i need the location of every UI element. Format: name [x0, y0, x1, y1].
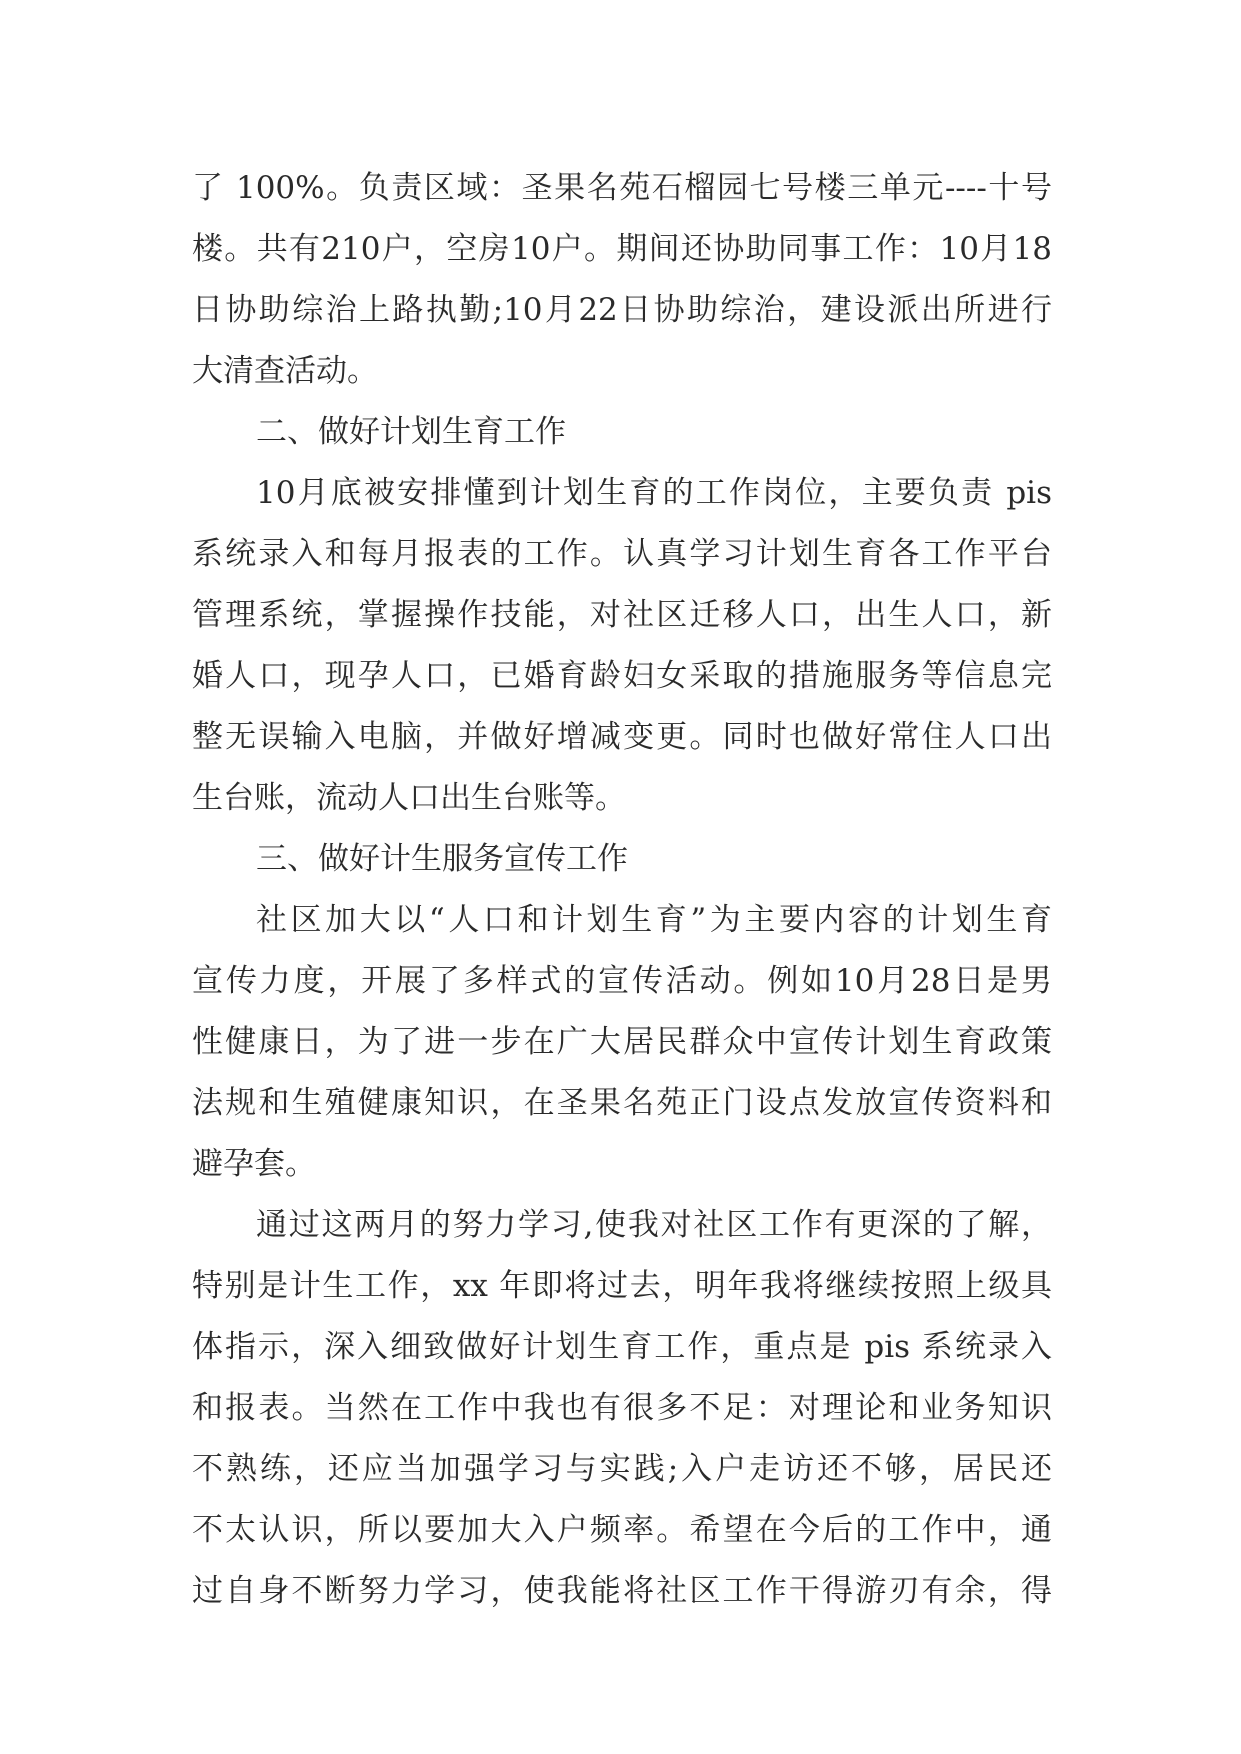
text-line: 管理系统，掌握操作技能，对社区迁移人口，出生人口，新 [192, 597, 1052, 633]
text-line: 大清查活动。 [192, 353, 378, 389]
text-line: 过自身不断努力学习，使我能将社区工作干得游刃有余，得 [192, 1573, 1052, 1609]
text-line: 不熟练，还应当加强学习与实践;入户走访还不够，居民还 [192, 1451, 1052, 1487]
text-line: 日协助综治上路执勤;10月22日协助综治，建设派出所进行 [192, 292, 1052, 328]
text-line: 性健康日，为了进一步在广大居民群众中宣传计划生育政策 [192, 1024, 1052, 1060]
text-line: 体指示，深入细致做好计划生育工作，重点是 pis 系统录入 [192, 1329, 1052, 1365]
text-line: 10月底被安排懂到计划生育的工作岗位，主要负责 pis [256, 475, 1052, 511]
text-line: 了 100%。负责区域：圣果名苑石榴园七号楼三单元----十号 [192, 170, 1052, 206]
text-line: 不太认识，所以要加大入户频率。希望在今后的工作中，通 [192, 1512, 1052, 1548]
text-line: 社区加大以“人口和计划生育”为主要内容的计划生育 [256, 902, 1052, 938]
text-line: 宣传力度，开展了多样式的宣传活动。例如10月28日是男 [192, 963, 1052, 999]
text-line: 二、做好计划生育工作 [256, 414, 566, 450]
body-text [192, 158, 1052, 1622]
text-line: 特别是计生工作，xx 年即将过去，明年我将继续按照上级具 [192, 1268, 1052, 1304]
text-line: 整无误输入电脑，并做好增减变更。同时也做好常住人口出 [192, 719, 1052, 755]
text-line: 法规和生殖健康知识，在圣果名苑正门设点发放宣传资料和 [192, 1085, 1052, 1121]
text-line: 避孕套。 [192, 1146, 316, 1182]
text-line: 通过这两月的努力学习,使我对社区工作有更深的了解， [256, 1207, 1052, 1243]
text-line: 系统录入和每月报表的工作。认真学习计划生育各工作平台 [192, 536, 1052, 572]
text-line: 和报表。当然在工作中我也有很多不足：对理论和业务知识 [192, 1390, 1052, 1426]
text-line: 生台账，流动人口出生台账等。 [192, 780, 626, 816]
text-line: 三、做好计生服务宣传工作 [256, 841, 628, 877]
text-line: 楼。共有210户，空房10户。期间还协助同事工作：10月18 [192, 231, 1052, 267]
text-line: 婚人口，现孕人口，已婚育龄妇女采取的措施服务等信息完 [192, 658, 1052, 694]
